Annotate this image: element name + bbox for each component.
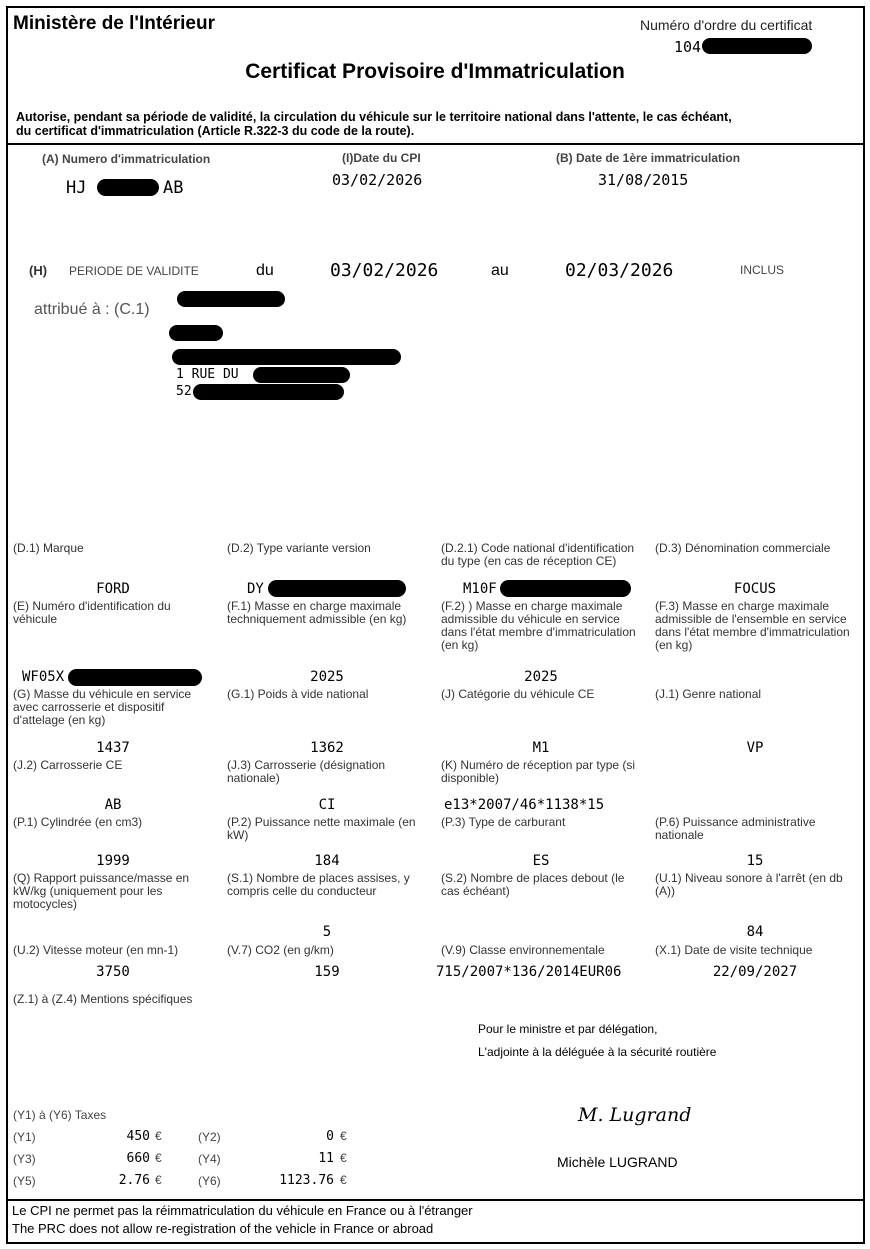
field-value-x1: 22/09/2027 xyxy=(712,964,798,980)
redacted-holder-first-name xyxy=(169,325,223,341)
field-value-v9: 715/2007*136/2014EUR06 xyxy=(436,964,622,980)
first-registration-date-label: (B) Date de 1ère immatriculation xyxy=(556,151,741,165)
footer-note-en: The PRC does not allow re-registration of the vehicle in France or abroad xyxy=(12,1221,434,1236)
tax-label-y3: (Y3) xyxy=(13,1152,36,1166)
field-label-d1: (D.1) Marque xyxy=(13,541,84,555)
field-value-j2: AB xyxy=(104,797,122,813)
tax-currency-y1: € xyxy=(155,1129,162,1143)
tax-value-y3: 660 xyxy=(126,1151,150,1166)
redacted-vin xyxy=(68,669,202,686)
taxes-title: (Y1) à (Y6) Taxes xyxy=(13,1108,107,1122)
field-value-g1: 1362 xyxy=(310,740,344,756)
field-label-u2: (U.2) Vitesse moteur (en mn-1) xyxy=(13,943,179,957)
signature-line1: Pour le ministre et par délégation, xyxy=(478,1022,658,1036)
tax-currency-y3: € xyxy=(155,1151,162,1165)
tax-label-y4: (Y4) xyxy=(198,1152,221,1166)
field-label-d3: (D.3) Dénomination commerciale xyxy=(655,541,831,555)
signature-line2: L'adjointe à la déléguée à la sécurité routière xyxy=(478,1045,717,1059)
field-value-j: M1 xyxy=(532,740,550,756)
field-label-j: (J) Catégorie du véhicule CE xyxy=(441,687,595,701)
validity-inclusive: INCLUS xyxy=(740,263,785,277)
field-label-s1: (S.1) Nombre de places assises, y compris celle du conducteur xyxy=(227,871,410,898)
validity-from-date: 03/02/2026 xyxy=(330,260,439,281)
tax-label-y2: (Y2) xyxy=(198,1130,221,1144)
tax-label-y6: (Y6) xyxy=(198,1174,221,1188)
field-value-g: 1437 xyxy=(96,740,130,756)
field-value-u1: 84 xyxy=(746,924,764,940)
field-value-p3: ES xyxy=(532,853,550,869)
mentions-label: (Z.1) à (Z.4) Mentions spécifiques xyxy=(13,992,193,1006)
field-value-d1: FORD xyxy=(96,581,130,597)
redacted-d2 xyxy=(268,580,406,597)
tax-currency-y6: € xyxy=(340,1173,347,1187)
field-value-j1: VP xyxy=(746,740,764,756)
field-label-f2: (F.2) ) Masse en charge maximale admissible du véhicule en service dans l'état membre d'immatriculation (en kg) xyxy=(441,599,636,652)
footer-divider xyxy=(6,1199,865,1201)
field-value-p2: 184 xyxy=(314,853,340,869)
field-label-f3: (F.3) Masse en charge maximale admissible de l'ensemble en service dans l'état membre d'immatriculation (en kg) xyxy=(655,599,850,652)
field-label-p2: (P.2) Puissance nette maximale (en kW) xyxy=(227,815,416,842)
field-value-j3: CI xyxy=(318,797,336,813)
validity-notice-line1: Autorise, pendant sa période de validité, la circulation du véhicule sur le territoire national dans l'attente, le cas échéant, xyxy=(16,110,732,124)
tax-value-y4: 11 xyxy=(318,1151,334,1166)
validity-notice-line2: du certificat d'immatriculation (Article R.322-3 du code de la route). xyxy=(16,124,415,138)
field-value-f2: 2025 xyxy=(524,669,558,685)
footer-note-fr: Le CPI ne permet pas la réimmatriculation du véhicule en France ou à l'étranger xyxy=(12,1203,473,1218)
cpi-date-label: (I)Date du CPI xyxy=(342,151,421,165)
field-value-p1: 1999 xyxy=(96,853,130,869)
ministry-name: Ministère de l'Intérieur xyxy=(13,13,215,34)
header-divider xyxy=(6,143,865,145)
field-label-d21: (D.2.1) Code national d'identification du type (en cas de réception CE) xyxy=(441,541,635,568)
redacted-holder-name xyxy=(177,291,285,307)
page-title: Certificat Provisoire d'Immatriculation xyxy=(245,60,625,83)
field-label-g1: (G.1) Poids à vide national xyxy=(227,687,369,701)
validity-notice xyxy=(16,110,732,138)
tax-value-y1: 450 xyxy=(126,1129,150,1144)
redacted-registration-number xyxy=(97,179,159,196)
field-value-p6: 15 xyxy=(746,853,764,869)
field-value-v7: 159 xyxy=(314,964,340,980)
holder-address-line2: 52 xyxy=(176,384,192,399)
tax-currency-y5: € xyxy=(155,1173,162,1187)
field-label-v7: (V.7) CO2 (en g/km) xyxy=(227,943,334,957)
tax-value-y5: 2.76 xyxy=(118,1173,150,1188)
field-label-f1: (F.1) Masse en charge maximale techniquement admissible (en kg) xyxy=(227,599,407,626)
field-label-j1: (J.1) Genre national xyxy=(655,687,762,701)
tax-currency-y2: € xyxy=(340,1129,347,1143)
field-label-p3: (P.3) Type de carburant xyxy=(441,815,566,829)
field-label-u1: (U.1) Niveau sonore à l'arrêt (en db (A)) xyxy=(655,871,843,898)
validity-period-label: PERIODE DE VALIDITE xyxy=(69,264,199,278)
field-label-p1: (P.1) Cylindrée (en cm3) xyxy=(13,815,143,829)
tax-currency-y4: € xyxy=(340,1151,347,1165)
field-value-k: e13*2007/46*1138*15 xyxy=(444,797,605,813)
field-value-e: WF05X xyxy=(22,669,65,685)
holder-label: attribué à : (C.1) xyxy=(34,301,150,318)
validity-to-word: au xyxy=(491,262,509,279)
redacted-holder-street xyxy=(253,367,350,383)
signature-scribble: M. Lugrand xyxy=(578,1104,692,1126)
field-value-d3: FOCUS xyxy=(733,581,777,597)
field-label-j2: (J.2) Carrosserie CE xyxy=(13,758,123,772)
field-value-d21: M10F xyxy=(463,581,497,597)
registration-number-suffix: AB xyxy=(163,178,184,198)
field-label-q: (Q) Rapport puissance/masse en kW/kg (uniquement pour les motocycles) xyxy=(13,871,190,911)
validity-to-date: 02/03/2026 xyxy=(565,260,674,281)
holder-address-line1: 1 RUE DU xyxy=(176,367,239,382)
validity-from-word: du xyxy=(256,262,274,279)
first-registration-date-value: 31/08/2015 xyxy=(598,171,689,189)
tax-label-y1: (Y1) xyxy=(13,1130,36,1144)
tax-label-y5: (Y5) xyxy=(13,1174,36,1188)
tax-value-y6: 1123.76 xyxy=(279,1173,334,1188)
field-label-x1: (X.1) Date de visite technique xyxy=(655,943,813,957)
field-label-e: (E) Numéro d'identification du véhicule xyxy=(13,599,171,626)
field-value-d2: DY xyxy=(247,581,264,597)
registration-number-prefix: HJ xyxy=(66,178,87,198)
redacted-order-number xyxy=(702,38,812,54)
field-label-s2: (S.2) Nombre de places debout (le cas échéant) xyxy=(441,871,625,898)
field-value-u2: 3750 xyxy=(96,964,130,980)
redacted-d21 xyxy=(500,580,631,597)
order-number-label: Numéro d'ordre du certificat xyxy=(640,17,813,33)
field-label-v9: (V.9) Classe environnementale xyxy=(441,943,605,957)
validity-code: (H) xyxy=(29,263,48,278)
field-label-g: (G) Masse du véhicule en service avec carrosserie et dispositif d'attelage (en kg) xyxy=(13,687,192,727)
redacted-holder-city xyxy=(193,384,344,400)
signatory-name: Michèle LUGRAND xyxy=(557,1154,678,1170)
field-label-d2: (D.2) Type variante version xyxy=(227,541,371,555)
field-label-k: (K) Numéro de réception par type (si disponible) xyxy=(441,758,636,785)
cpi-date-value: 03/02/2026 xyxy=(332,171,423,189)
order-number-value: 104 xyxy=(674,38,702,56)
redacted-holder-address-1 xyxy=(172,349,401,365)
field-label-p6: (P.6) Puissance administrative nationale xyxy=(655,815,816,842)
field-value-f1: 2025 xyxy=(310,669,344,685)
tax-value-y2: 0 xyxy=(326,1129,334,1144)
field-value-s1: 5 xyxy=(322,924,332,940)
field-label-j3: (J.3) Carrosserie (désignation nationale) xyxy=(227,758,386,785)
registration-number-label: (A) Numero d'immatriculation xyxy=(42,152,211,166)
